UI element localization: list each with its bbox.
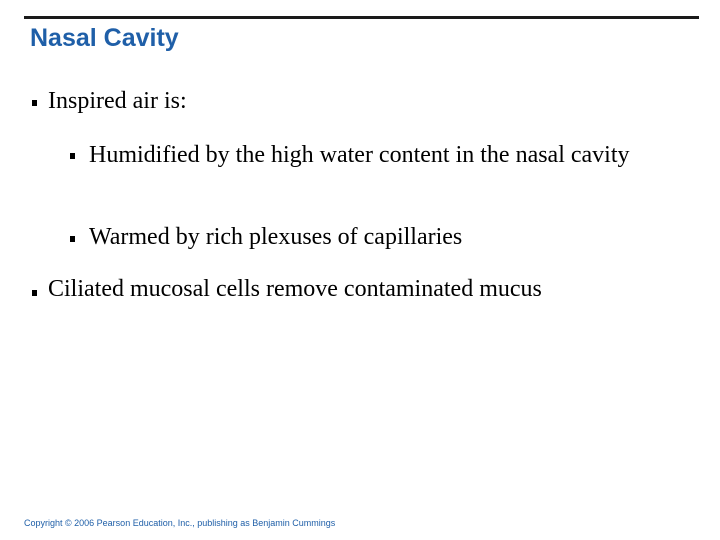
title-rule bbox=[24, 16, 699, 19]
bullet-text: Ciliated mucosal cells remove contaminated mucus bbox=[48, 276, 542, 302]
bullet-text: Inspired air is: bbox=[48, 88, 187, 114]
slide-title: Nasal Cavity bbox=[30, 24, 179, 52]
sub-bullet-text: Humidified by the high water content in the nasal cavity bbox=[89, 142, 630, 168]
sub-bullet-text: Warmed by rich plexuses of capillaries bbox=[89, 224, 463, 250]
sub-bullet-marker bbox=[70, 153, 75, 159]
sub-bullet-marker bbox=[70, 236, 75, 242]
bullet-marker bbox=[32, 290, 37, 296]
copyright-footer: Copyright © 2006 Pearson Education, Inc., publishing as Benjamin Cummings bbox=[24, 518, 336, 528]
bullet-marker bbox=[32, 100, 37, 106]
